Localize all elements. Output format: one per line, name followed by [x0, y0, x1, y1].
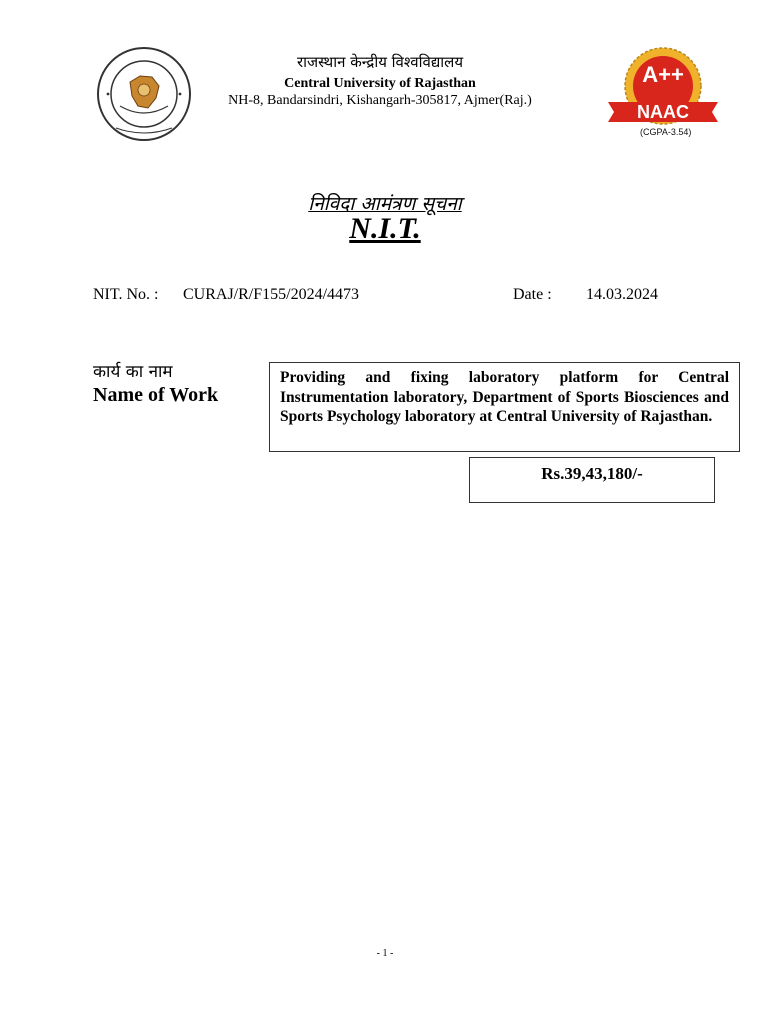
- university-address: NH-8, Bandarsindri, Kishangarh-305817, Ajmer(Raj.): [228, 93, 532, 108]
- work-label-hindi: कार्य का नाम: [93, 362, 173, 382]
- naac-cgpa: (CGPA-3.54): [640, 127, 692, 137]
- date-label: Date :: [513, 286, 552, 303]
- title-hindi: निविदा आमंत्रण सूचना: [308, 193, 462, 215]
- page-number: - 1 -: [376, 948, 394, 959]
- university-seal-logo: [96, 46, 192, 142]
- estimated-amount-box: [469, 457, 715, 503]
- work-description: Providing and fixing laboratory platform for Central Instrumentation laboratory, Department of Sports Biosciences and Sports Psychology laboratory at Central University of Rajasthan.: [280, 369, 729, 425]
- university-name-hindi: राजस्थान केन्द्रीय विश्वविद्यालय: [296, 53, 464, 71]
- work-description-box: [269, 362, 740, 452]
- estimated-amount: Rs.39,43,180/-: [541, 464, 643, 483]
- work-label: Name of Work: [93, 384, 219, 406]
- university-name: Central University of Rajasthan: [284, 76, 476, 91]
- title-nit: N.I.T.: [349, 212, 421, 245]
- nit-number-value: CURAJ/R/F155/2024/4473: [183, 286, 360, 303]
- date-value: 14.03.2024: [586, 286, 658, 303]
- badge-grade-text: A++: [642, 62, 684, 87]
- nit-number-label: NIT. No. :: [93, 286, 159, 303]
- badge-naac-text: NAAC: [637, 102, 689, 122]
